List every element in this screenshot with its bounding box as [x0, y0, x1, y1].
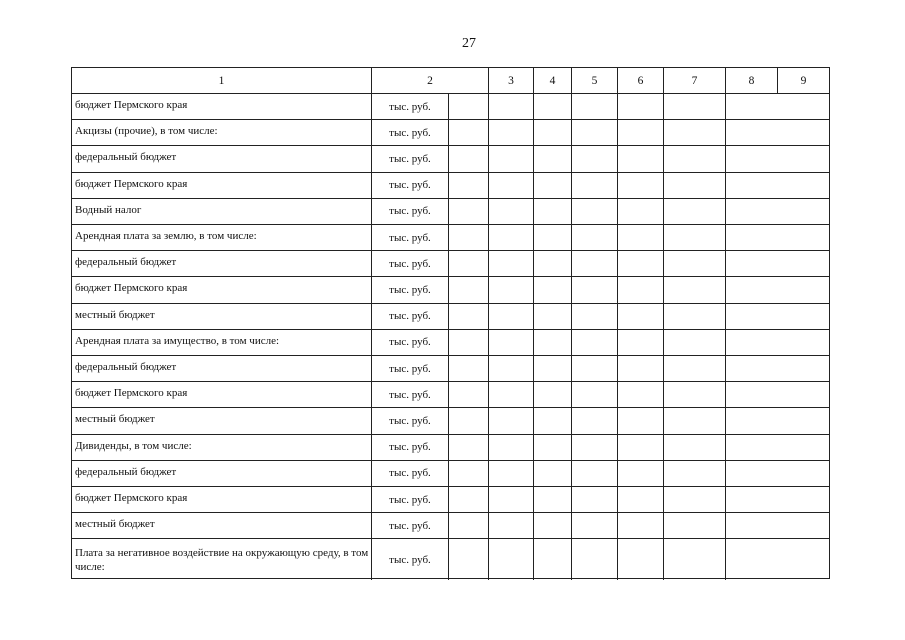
value-cell	[726, 408, 829, 433]
column-header: 4	[534, 68, 572, 93]
value-cell	[726, 146, 829, 171]
row-name: Арендная плата за землю, в том числе:	[72, 225, 372, 250]
value-cell	[572, 146, 618, 171]
value-cell	[489, 277, 534, 302]
table-row	[72, 251, 829, 277]
value-cell	[618, 513, 664, 538]
value-cell	[572, 330, 618, 355]
value-cell	[664, 120, 726, 145]
table-row	[72, 539, 829, 580]
value-cell	[726, 199, 829, 224]
value-cell	[572, 199, 618, 224]
row-unit: тыс. руб.	[372, 330, 449, 355]
value-cell	[534, 382, 572, 407]
value-cell	[726, 487, 829, 512]
value-cell	[449, 94, 489, 119]
column-header: 6	[618, 68, 664, 93]
value-cell	[726, 330, 829, 355]
value-cell	[618, 382, 664, 407]
value-cell	[572, 304, 618, 329]
value-cell	[449, 225, 489, 250]
value-cell	[534, 487, 572, 512]
value-cell	[726, 173, 829, 198]
row-name: бюджет Пермского края	[72, 382, 372, 407]
value-cell	[618, 225, 664, 250]
value-cell	[726, 225, 829, 250]
row-unit: тыс. руб.	[372, 146, 449, 171]
value-cell	[449, 277, 489, 302]
value-cell	[726, 356, 829, 381]
row-name: Арендная плата за имущество, в том числе:	[72, 330, 372, 355]
value-cell	[572, 173, 618, 198]
value-cell	[449, 435, 489, 460]
value-cell	[572, 461, 618, 486]
table-row	[72, 173, 829, 199]
value-cell	[618, 304, 664, 329]
value-cell	[572, 225, 618, 250]
row-name: местный бюджет	[72, 408, 372, 433]
value-cell	[572, 539, 618, 580]
row-name: Акцизы (прочие), в том числе:	[72, 120, 372, 145]
value-cell	[449, 330, 489, 355]
value-cell	[618, 173, 664, 198]
value-cell	[664, 435, 726, 460]
value-cell	[534, 330, 572, 355]
value-cell	[489, 146, 534, 171]
value-cell	[664, 513, 726, 538]
value-cell	[664, 408, 726, 433]
value-cell	[664, 199, 726, 224]
value-cell	[618, 539, 664, 580]
value-cell	[664, 94, 726, 119]
column-header: 5	[572, 68, 618, 93]
value-cell	[726, 304, 829, 329]
value-cell	[726, 277, 829, 302]
value-cell	[618, 199, 664, 224]
column-header: 8	[726, 68, 778, 93]
row-unit: тыс. руб.	[372, 277, 449, 302]
value-cell	[664, 356, 726, 381]
table-row	[72, 120, 829, 146]
value-cell	[534, 539, 572, 580]
table-row	[72, 277, 829, 303]
row-unit: тыс. руб.	[372, 120, 449, 145]
value-cell	[534, 356, 572, 381]
value-cell	[534, 225, 572, 250]
value-cell	[449, 408, 489, 433]
value-cell	[489, 356, 534, 381]
row-unit: тыс. руб.	[372, 513, 449, 538]
value-cell	[534, 251, 572, 276]
value-cell	[726, 539, 829, 580]
table-row	[72, 435, 829, 461]
value-cell	[489, 94, 534, 119]
table-row	[72, 304, 829, 330]
value-cell	[449, 173, 489, 198]
row-name: федеральный бюджет	[72, 461, 372, 486]
table-row	[72, 330, 829, 356]
value-cell	[489, 539, 534, 580]
value-cell	[664, 461, 726, 486]
value-cell	[572, 251, 618, 276]
value-cell	[449, 356, 489, 381]
value-cell	[489, 199, 534, 224]
value-cell	[664, 330, 726, 355]
row-unit: тыс. руб.	[372, 199, 449, 224]
value-cell	[572, 120, 618, 145]
value-cell	[664, 304, 726, 329]
value-cell	[534, 94, 572, 119]
value-cell	[726, 382, 829, 407]
value-cell	[489, 173, 534, 198]
value-cell	[534, 461, 572, 486]
row-unit: тыс. руб.	[372, 251, 449, 276]
value-cell	[664, 251, 726, 276]
value-cell	[534, 120, 572, 145]
value-cell	[489, 382, 534, 407]
value-cell	[664, 146, 726, 171]
value-cell	[489, 408, 534, 433]
value-cell	[489, 330, 534, 355]
value-cell	[664, 173, 726, 198]
table-row	[72, 356, 829, 382]
value-cell	[618, 277, 664, 302]
value-cell	[449, 304, 489, 329]
table-row	[72, 225, 829, 251]
row-unit: тыс. руб.	[372, 382, 449, 407]
column-header: 1	[72, 68, 372, 93]
value-cell	[449, 513, 489, 538]
value-cell	[449, 251, 489, 276]
row-name: Плата за негативное воздействие на окружающую среду, в том числе:	[72, 539, 372, 580]
table-row	[72, 94, 829, 120]
value-cell	[618, 435, 664, 460]
value-cell	[572, 435, 618, 460]
header-row	[72, 68, 829, 94]
column-header: 9	[800, 74, 807, 87]
value-cell	[618, 94, 664, 119]
value-cell	[449, 487, 489, 512]
value-cell	[489, 120, 534, 145]
value-cell	[618, 330, 664, 355]
column-header: 7	[664, 68, 726, 93]
value-cell	[572, 382, 618, 407]
row-name: бюджет Пермского края	[72, 94, 372, 119]
row-unit: тыс. руб.	[372, 173, 449, 198]
value-cell	[664, 487, 726, 512]
value-cell	[489, 304, 534, 329]
value-cell	[489, 435, 534, 460]
table-row	[72, 382, 829, 408]
value-cell	[618, 356, 664, 381]
value-cell	[449, 199, 489, 224]
row-name: местный бюджет	[72, 304, 372, 329]
value-cell	[726, 461, 829, 486]
row-unit: тыс. руб.	[372, 408, 449, 433]
value-cell	[572, 487, 618, 512]
row-unit: тыс. руб.	[372, 461, 449, 486]
value-cell	[618, 408, 664, 433]
data-table	[71, 67, 830, 579]
value-cell	[572, 408, 618, 433]
page-number: 27	[462, 36, 476, 51]
value-cell	[534, 408, 572, 433]
value-cell	[489, 487, 534, 512]
value-cell	[489, 461, 534, 486]
value-cell	[726, 513, 829, 538]
value-cell	[534, 435, 572, 460]
table-row	[72, 146, 829, 172]
value-cell	[534, 199, 572, 224]
value-cell	[449, 461, 489, 486]
value-cell	[726, 251, 829, 276]
value-cell	[534, 304, 572, 329]
value-cell	[572, 94, 618, 119]
value-cell	[449, 120, 489, 145]
value-cell	[449, 146, 489, 171]
row-name: федеральный бюджет	[72, 251, 372, 276]
table-row	[72, 513, 829, 539]
table-row	[72, 408, 829, 434]
row-name: бюджет Пермского края	[72, 277, 372, 302]
value-cell	[618, 120, 664, 145]
row-unit: тыс. руб.	[372, 435, 449, 460]
row-name: Водный налог	[72, 199, 372, 224]
value-cell	[534, 277, 572, 302]
value-cell	[618, 146, 664, 171]
table-row	[72, 199, 829, 225]
value-cell	[664, 382, 726, 407]
value-cell	[664, 539, 726, 580]
value-cell	[618, 461, 664, 486]
value-cell	[489, 513, 534, 538]
value-cell	[664, 277, 726, 302]
row-name: федеральный бюджет	[72, 146, 372, 171]
row-name: местный бюджет	[72, 513, 372, 538]
table-row	[72, 461, 829, 487]
value-cell	[449, 539, 489, 580]
value-cell	[664, 225, 726, 250]
value-cell	[726, 94, 829, 119]
row-unit: тыс. руб.	[372, 539, 449, 580]
value-cell	[534, 513, 572, 538]
row-name: федеральный бюджет	[72, 356, 372, 381]
row-unit: тыс. руб.	[372, 487, 449, 512]
row-unit: тыс. руб.	[372, 304, 449, 329]
value-cell	[534, 146, 572, 171]
value-cell	[489, 225, 534, 250]
value-cell	[618, 487, 664, 512]
row-unit: тыс. руб.	[372, 356, 449, 381]
value-cell	[572, 513, 618, 538]
column-header: 2	[372, 68, 489, 93]
row-name: Дивиденды, в том числе:	[72, 435, 372, 460]
value-cell	[572, 277, 618, 302]
row-unit: тыс. руб.	[372, 94, 449, 119]
value-cell	[449, 382, 489, 407]
value-cell	[726, 435, 829, 460]
value-cell	[534, 173, 572, 198]
value-cell	[726, 120, 829, 145]
row-name: бюджет Пермского края	[72, 487, 372, 512]
column-header: 3	[489, 68, 534, 93]
row-unit: тыс. руб.	[372, 225, 449, 250]
row-name: бюджет Пермского края	[72, 173, 372, 198]
value-cell	[489, 251, 534, 276]
table-row	[72, 487, 829, 513]
value-cell	[618, 251, 664, 276]
value-cell	[572, 356, 618, 381]
